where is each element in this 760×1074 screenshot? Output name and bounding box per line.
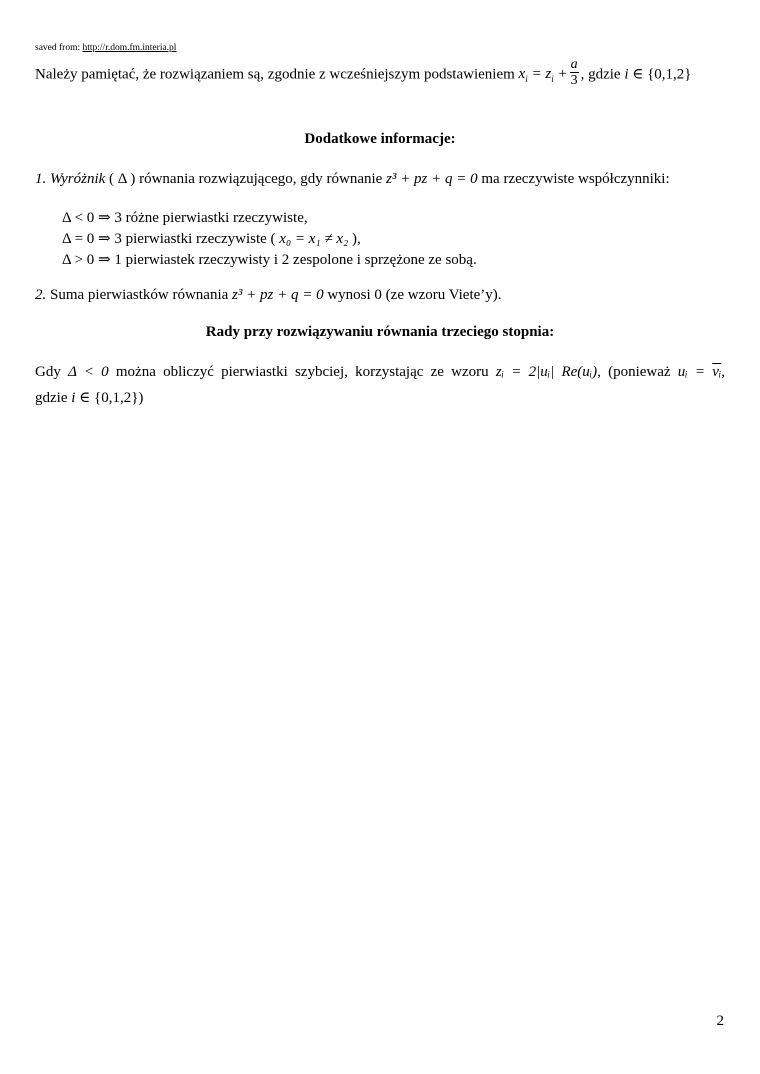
cubic-equation: z³ + pz + q = 0 — [386, 171, 478, 187]
item-discriminant: 1. Wyróżnik ( Δ ) równania rozwiązującego, gdy równanie z³ + pz + q = 0 ma rzeczywiste współczynniki: — [35, 171, 670, 187]
page-number: 2 — [716, 1013, 724, 1029]
case-delta-negative: Δ < 0 ⇒ 3 różne pierwiastki rzeczywiste, — [62, 210, 308, 226]
item-root-sum: 2. Suma pierwiastków równania z³ + pz + q = 0 wynosi 0 (ze wzoru Viete’y). — [35, 287, 502, 303]
case-delta-zero: Δ = 0 ⇒ 3 pierwiastki rzeczywiste ( x₀ = x₁ ≠ x₂ ), — [62, 231, 361, 247]
tip-paragraph-line2: gdzie i ∈ {0,1,2}) — [35, 390, 144, 406]
tip-formula: zᵢ = 2|uᵢ| Re(uᵢ), — [495, 364, 601, 380]
fraction-a-over-3: $\frac{a}{3}$ — [570, 57, 578, 88]
term-discriminant: Wyróżnik — [50, 171, 106, 187]
cubic-equation-2: z³ + pz + q = 0 — [232, 287, 324, 303]
index-set: {0,1,2} — [647, 66, 692, 83]
tip-formula-conjugate: uᵢ = $\overline{vᵢ}$ — [677, 364, 722, 380]
intro-line: Należy pamiętać, że rozwiązaniem są, zgodnie z wcześniejszym podstawieniem $x_i = z_i$ + $\frac{a}{3}$ , gdzie i ∈ {0,1,2} — [35, 57, 692, 88]
heading-additional-info: Dodatkowe informacje: — [304, 131, 456, 147]
source-link[interactable]: http://r.dom.fm.interia.pl — [82, 43, 177, 53]
roots-relation: x₀ = x₁ ≠ x₂ — [279, 231, 349, 247]
tip-paragraph-line1: Gdy Δ < 0 można obliczyć pierwiastki szybciej, korzystając ze wzoru zᵢ = 2|uᵢ| Re(uᵢ), (ponieważ uᵢ = $\overline{vᵢ}$, — [35, 364, 726, 380]
case-delta-positive: Δ > 0 ⇒ 1 pierwiastek rzeczywisty i 2 zespolone i sprzężone ze sobą. — [62, 252, 477, 268]
saved-from-note: saved from: http://r.dom.fm.interia.pl — [35, 43, 177, 53]
formula-x: $x_i = z_i$ + — [518, 66, 568, 85]
heading-tips: Rady przy rozwiązywaniu równania trzeciego stopnia: — [205, 324, 555, 340]
